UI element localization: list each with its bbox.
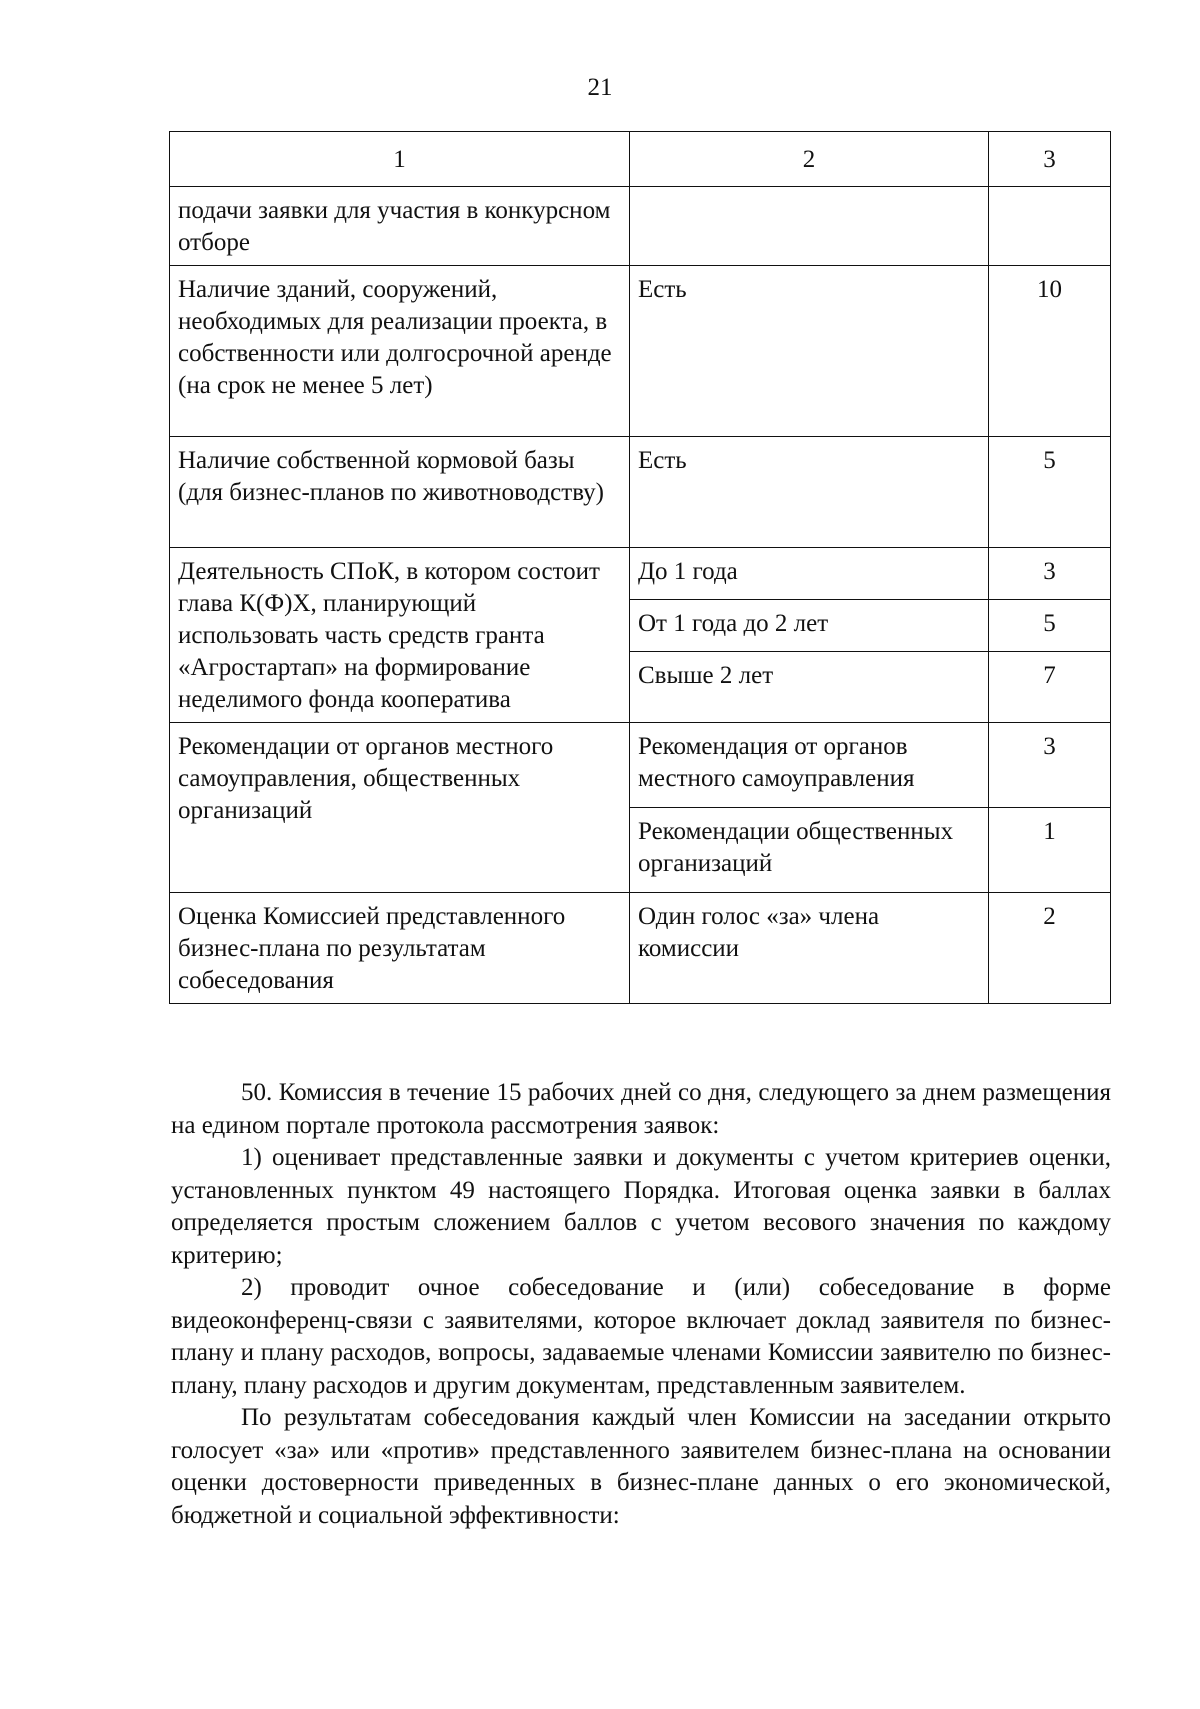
value-cell: До 1 года bbox=[630, 548, 989, 600]
score-cell: 1 bbox=[989, 808, 1111, 893]
value-cell: Есть bbox=[630, 437, 989, 548]
criterion-cell: Рекомендации от органов местного самоуправления, общественных организаций bbox=[170, 723, 630, 893]
score-cell: 2 bbox=[989, 893, 1111, 1004]
criterion-cell: Наличие собственной кормовой базы (для бизнес-планов по животноводству) bbox=[170, 437, 630, 548]
value-cell: Рекомендации общественных организаций bbox=[630, 808, 989, 893]
criterion-cell: Деятельность СПоК, в котором состоит глава К(Ф)Х, планирующий использовать часть средств гранта «Агростартап» на формирование неделимого фонда кооператива bbox=[170, 548, 630, 723]
score-cell: 3 bbox=[989, 723, 1111, 808]
value-cell: Один голос «за» члена комиссии bbox=[630, 893, 989, 1004]
body-text bbox=[171, 1077, 1111, 1532]
criteria-table bbox=[169, 131, 1111, 1004]
paragraph: По результатам собеседования каждый член Комиссии на заседании открыто голосует «за» или «против» представленного заявителем бизнес-плана на основании оценки достоверности приведенных в бизнес-плане данных о его экономической, бюджетной и социальной эффективности: bbox=[171, 1404, 1111, 1529]
criterion-cell: Оценка Комиссией представленного бизнес-плана по результатам собеседования bbox=[170, 893, 630, 1004]
criterion-cell: подачи заявки для участия в конкурсном отборе bbox=[170, 187, 630, 266]
score-cell: 10 bbox=[989, 266, 1111, 437]
table-row bbox=[170, 723, 1111, 808]
table-row bbox=[170, 437, 1111, 548]
table-row bbox=[170, 548, 1111, 600]
score-cell: 7 bbox=[989, 652, 1111, 723]
paragraph: 1) оценивает представленные заявки и документы с учетом критериев оценки, установленных пунктом 49 настоящего Порядка. Итоговая оценка заявки в баллах определяется простым сложением баллов с учетом весового значения по каждому критерию; bbox=[171, 1144, 1111, 1269]
criterion-cell: Наличие зданий, сооружений, необходимых для реализации проекта, в собственности или долгосрочной аренде (на срок не менее 5 лет) bbox=[170, 266, 630, 437]
score-cell: 5 bbox=[989, 437, 1111, 548]
score-cell: 5 bbox=[989, 600, 1111, 652]
table-row bbox=[170, 187, 1111, 266]
score-cell: 3 bbox=[989, 548, 1111, 600]
table-row bbox=[170, 893, 1111, 1004]
value-cell: От 1 года до 2 лет bbox=[630, 600, 989, 652]
value-cell: Рекомендация от органов местного самоуправления bbox=[630, 723, 989, 808]
column-header-1: 1 bbox=[170, 132, 630, 187]
page-number: 21 bbox=[587, 74, 613, 101]
table-header-row bbox=[170, 132, 1111, 187]
table-row bbox=[170, 266, 1111, 437]
value-cell: Свыше 2 лет bbox=[630, 652, 989, 723]
column-header-2: 2 bbox=[630, 132, 989, 187]
value-cell bbox=[630, 187, 989, 266]
column-header-3: 3 bbox=[989, 132, 1111, 187]
paragraph: 2) проводит очное собеседование и (или) собеседование в форме видеоконференц-связи с заявителями, которое включает доклад заявителя по бизнес-плану и плану расходов, вопросы, задаваемые членами Комиссии заявителю по бизнес-плану, плану расходов и другим документам, представленным заявителем. bbox=[171, 1274, 1111, 1399]
score-cell bbox=[989, 187, 1111, 266]
paragraph: 50. Комиссия в течение 15 рабочих дней со дня, следующего за днем размещения на едином портале протокола рассмотрения заявок: bbox=[171, 1079, 1111, 1139]
value-cell: Есть bbox=[630, 266, 989, 437]
